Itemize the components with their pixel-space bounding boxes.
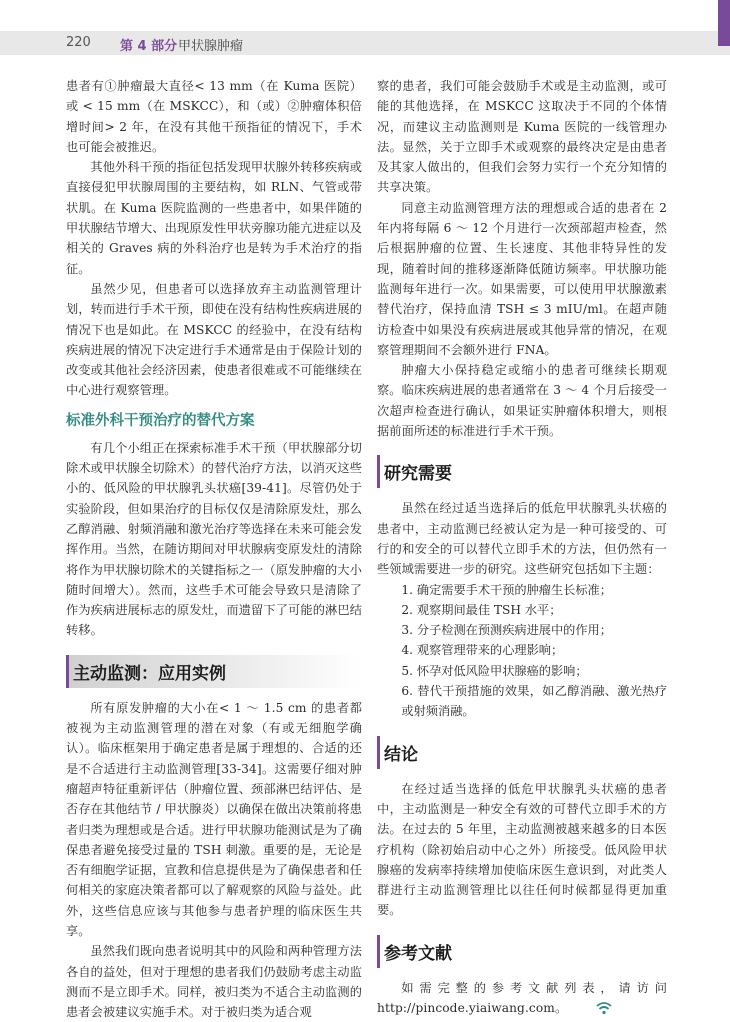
list-item: 2. 观察期间最佳 TSH 水平；: [401, 602, 562, 617]
references-note: [377, 978, 667, 1019]
references-text: 如需完整的参考文献列表，请访问 http://pincode.yiaiwang.com。: [377, 980, 667, 1015]
paragraph: 所有原发肿瘤的大小在< 1 ～ 1.5 cm 的患者都被视为主动监测管理的潜在对象（有或无细胞学确认）。临床框架用于确定患者是属于理想的、合适的还是不合适进行主动监测管理[33-34]。这需要仔细对肿瘤超声特征重新评估（肿瘤位置、颈部淋巴结评估、是否存在其他结节 / 甲状腺炎）以确保在做出决策前将患者归类为理想或是合适。进行甲状腺功能测试是为了确保患者避免接受过量的 TSH 刺激。重要的是，无论是否有细胞学证据，宣教和信息提供是为了确保患者和任何相关的家庭决策者都可以了解观察的风险与益处。此外，这些信息应该与其他参与患者护理的临床医生共享。: [66, 700, 362, 938]
wifi-icon: [571, 1001, 587, 1015]
list-item: 4. 观察管理带来的心理影响；: [401, 643, 564, 658]
list-item: 3. 分子检测在预测疾病进展中的作用；: [401, 623, 612, 638]
section-heading-conclusion: 结论: [377, 736, 667, 769]
paragraph: 同意主动监测管理方法的理想或合适的患者在 2 年内将每隔 6 ～ 12 个月进行一次颈部超声检查，然后根据肿瘤的位置、生长速度、其他非特异性的发现，随着时间的推移逐渐降低随访频率。甲状腺功能监测每年进行一次。如果需要，可以使用甲状腺激素替代治疗，保持血清 TSH ≤ 3 mIU/ml。在超声随访检查中如果没有疾病进展或其他异常的情况，在观察管理期间不会额外进行 FNA。: [377, 200, 667, 357]
right-column: [377, 76, 667, 1018]
paragraph: 患者有①肿瘤最大直径< 13 mm（在 Kuma 医院）或 < 15 mm（在 MSKCC），和（或）②肿瘤体积倍增时间> 2 年，在没有其他干预指征的情况下，手术也可能会被推迟。: [66, 79, 362, 154]
section-heading-research: 研究需要: [377, 455, 667, 488]
chapter-tab-marker: [718, 0, 730, 46]
part-label: 第 4 部分: [120, 39, 178, 54]
research-topics-list: [377, 580, 667, 722]
paragraph: 虽然在经过适当选择后的低危甲状腺乳头状癌的患者中，主动监测已经被认定为是一种可接受的、可行的和安全的可以替代立即手术的方法，但仍然有一些领域需要进一步的研究。这些研究包括如下主题：: [377, 501, 667, 577]
section-heading-alternatives: 标准外科干预治疗的替代方案: [66, 412, 255, 429]
paragraph: 肿瘤大小保持稳定或缩小的患者可继续长期观察。临床疾病进展的患者通常在 3 ～ 4 个月后接受一次超声检查进行确认，如果证实肿瘤体积增大，则根据前面所述的标准进行手术干预。: [377, 363, 667, 439]
paragraph: 在经过适当选择的低危甲状腺乳头状癌的患者中，主动监测是一种安全有效的可替代立即手术的方法。在过去的 5 年里，主动监测被越来越多的日本医疗机构（除初始启动中心之外）所接受。低风险甲状腺癌的发病率持续增加使临床医生意识到，对此类人群进行主动监测管理比以往任何时候都显得更加重要。: [377, 781, 667, 918]
paragraph: 其他外科干预的指征包括发现甲状腺外转移疾病或直接侵犯甲状腺周围的主要结构，如 RLN、气管或带状肌。在 Kuma 医院监测的一些患者中，如果伴随的甲状腺结节增大、出现原发性甲状旁腺功能亢进症以及相关的 Graves 病的外科治疗也是转为手术治疗的指征。: [66, 160, 362, 276]
page-number: 220: [66, 35, 91, 50]
left-column: [66, 76, 362, 1022]
section-heading-practice: 主动监测：应用实例: [66, 655, 362, 688]
paragraph: 虽然我们既向患者说明其中的风险和两种管理方法各自的益处，但对于理想的患者我们仍鼓励考虑主动监测而不是立即手术。同样，被归类为不适合主动监测的患者会被建议实施手术。对于被归类为适合观: [66, 944, 362, 1020]
list-item: 5. 怀孕对低风险甲状腺癌的影响；: [401, 663, 588, 678]
list-item: 1. 确定需要手术干预的肿瘤生长标准；: [401, 582, 612, 597]
list-item: 6. 替代干预措施的效果，如乙醇消融、激光热疗或射频消融。: [401, 684, 667, 719]
running-header: [0, 31, 730, 55]
paragraph: 有几个小组正在探索标准手术干预（甲状腺部分切除术或甲状腺全切除术）的替代治疗方法，以消灭这些小的、低风险的甲状腺乳头状癌[39-41]。尽管仍处于实验阶段，但如果治疗的目标仅仅是清除原发灶，那么乙醇消融、射频消融和激光治疗等选择在未来可能会发挥作用。当然，在随访期间对甲状腺病变原发灶的清除将作为甲状腺切除术的关键指标之一（原发肿瘤的大小随时间增大）。然而，这些手术可能会导致只是清除了作为疾病进展标志的原发灶，而遗留下了可能的淋巴结转移。: [66, 440, 362, 638]
section-heading-references: 参考文献: [377, 935, 667, 968]
chapter-title: 甲状腺肿瘤: [178, 39, 244, 54]
paragraph: 虽然少见，但患者可以选择放弃主动监测管理计划，转而进行手术干预，即使在没有结构性疾病进展的情况下也是如此。在 MSKCC 的经验中，在没有结构疾病进展的情况下决定进行手术通常是由于保险计划的改变或其他社会经济因素，使患者很难或不可能继续在中心进行观察管理。: [66, 281, 362, 398]
paragraph: 察的患者，我们可能会鼓励手术或是主动监测，或可能的其他选择，在 MSKCC 这取决于不同的个体情况，而建议主动监测则是 Kuma 医院的一线管理办法。显然，关于立即手术或观察的最终决定是由患者及其家人做出的，但我们会努力实行一个充分知情的共享决策。: [377, 79, 667, 195]
